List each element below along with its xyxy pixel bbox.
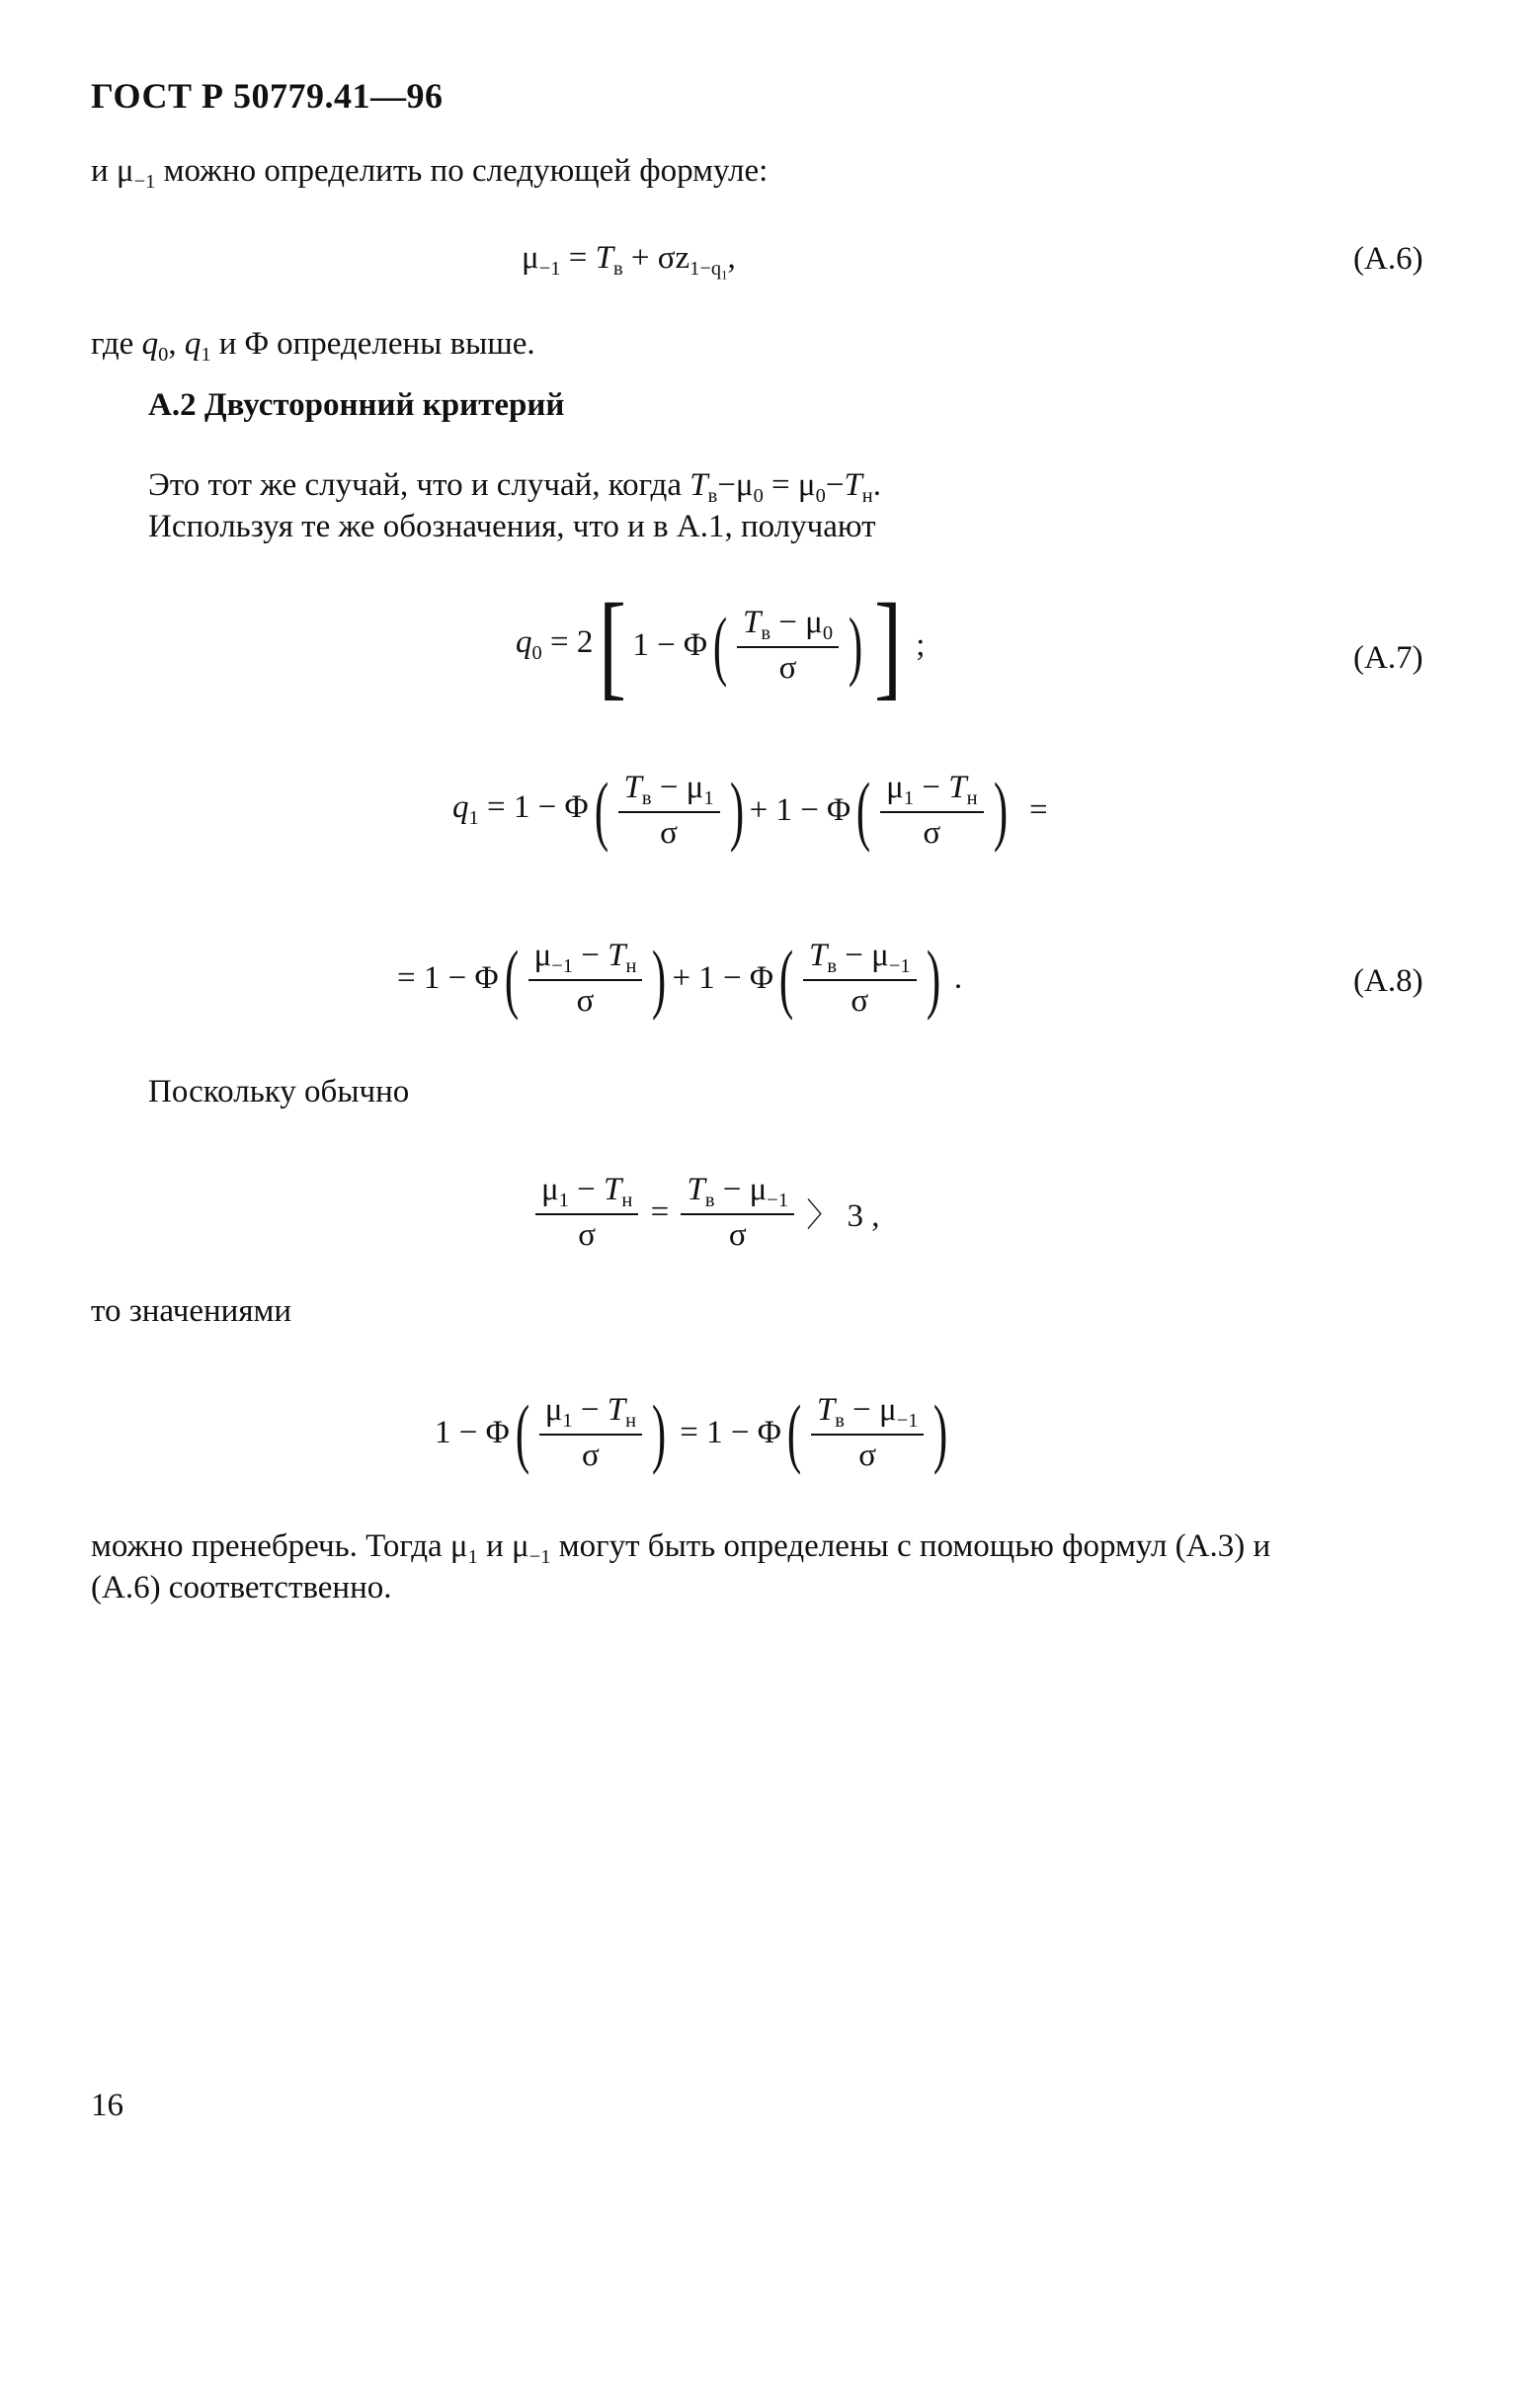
where-line: где $q_0$, $q_1$ и Φ определены выше. [91, 326, 535, 367]
formula-negligible: 1 − Φ ( $\frac{\mu_1 - T_н}{\sigma}$ ) = 1 − Φ ( $\frac{T_в - \mu_{-1}}{\sigma}$ ) [435, 1389, 948, 1475]
eq-number-a8: (А.8) [1353, 963, 1423, 999]
section-heading: А.2 Двусторонний критерий [148, 387, 565, 423]
inequality: $\frac{\mu_1 - T_н}{\sigma}$ = $\frac{T_в - \mu_{-1}}{\sigma}$ 〉 3 , [531, 1168, 880, 1257]
since-line: Поскольку обычно [148, 1074, 410, 1110]
paragraph-line-1: Это тот же случай, что и случай, когда $T_в-\mu_0 = \mu_0-T_н$. [148, 467, 881, 508]
conclusion-line-1: можно пренебречь. Тогда $\mu_1$ и $\mu_{-1}$ могут быть определены с помощью формул (А.3) и [91, 1528, 1271, 1569]
conclusion-line-2: (А.6) соответственно. [91, 1570, 392, 1605]
eq-number-a7: (А.7) [1353, 640, 1423, 676]
document-header: ГОСТ Р 50779.41—96 [91, 76, 444, 116]
formula-a8-line1: $q_1 = 1 - \Phi$ ( $\frac{T_в - \mu_1}{\sigma}$ ) + 1 − Φ ( $\frac{\mu_1 - T_н}{\sigma}$ ) = [452, 767, 1048, 853]
values-line: то значениями [91, 1293, 292, 1329]
eq-number-a6: (А.6) [1353, 241, 1423, 277]
formula-a6: $\mu_{-1} = T_в + \sigma z_{1-q_1}$, [522, 240, 736, 283]
mu-minus-1: $\mu_{-1}$ [116, 153, 156, 194]
page-number: 16 [91, 2088, 123, 2123]
intro-line: и $\mu_{-1}$ можно определить по следующей формуле: [91, 153, 769, 194]
formula-a8-line2: = 1 − Φ ( $\frac{\mu_{-1} - T_н}{\sigma}$ ) + 1 − Φ ( $\frac{T_в - \mu_{-1}}{\sigma}$ ) . [397, 935, 963, 1021]
formula-a7: $q_0 = 2$ [ 1 − Φ ( $\frac{T_в - \mu_0}{\sigma}$ ) ] ; [516, 579, 926, 710]
paragraph-line-2: Используя те же обозначения, что и в А.1, получают [148, 509, 876, 544]
